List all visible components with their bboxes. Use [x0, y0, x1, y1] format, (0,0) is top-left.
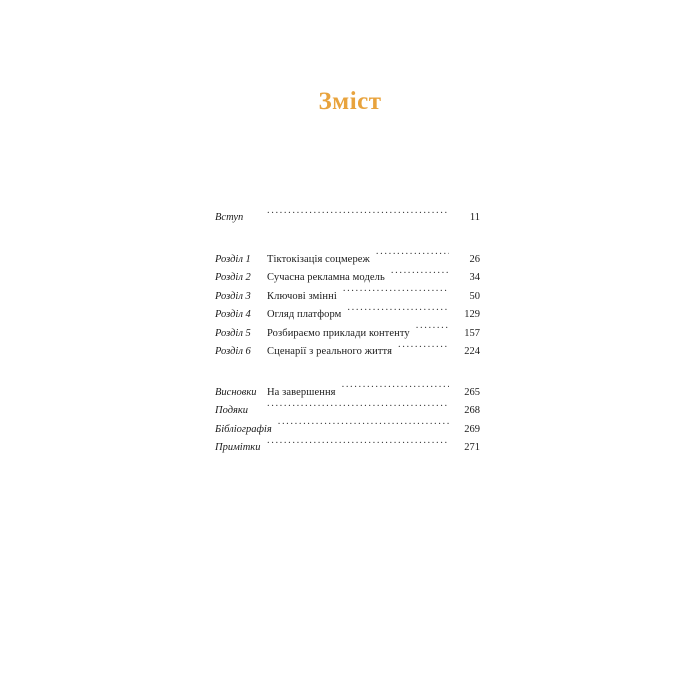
toc-entry-page: 26 — [469, 253, 480, 265]
toc-entry-page: 268 — [464, 405, 480, 416]
toc-entry-label: Висновки — [215, 386, 257, 398]
toc-entry-page: 265 — [464, 386, 480, 398]
toc-leader-dots — [398, 342, 449, 354]
toc-entry[interactable] — [215, 438, 480, 457]
toc-entry-label: Розділ 1 — [215, 253, 251, 265]
toc-entry[interactable] — [215, 250, 480, 269]
toc-leader-dots — [267, 401, 449, 413]
toc-leader-dots — [267, 438, 449, 450]
toc-group-intro — [215, 208, 480, 227]
toc-entry-page: 271 — [464, 442, 480, 453]
toc-entry-page: 34 — [469, 272, 480, 283]
toc-entry-title: Тіктокізація соцмереж — [267, 253, 370, 265]
toc-entry-title: На завершення — [267, 386, 336, 398]
toc-leader-dots — [347, 305, 449, 317]
toc-entry[interactable] — [215, 401, 480, 420]
toc-leader-dots — [342, 383, 449, 395]
page-title: Зміст — [318, 88, 382, 115]
table-of-contents — [215, 208, 480, 457]
toc-entry-page: 50 — [469, 290, 480, 302]
toc-entry[interactable] — [215, 420, 480, 439]
toc-entry-page: 224 — [464, 346, 480, 357]
toc-leader-dots — [376, 250, 449, 262]
toc-leader-dots — [278, 420, 449, 432]
toc-entry-page: 157 — [464, 327, 480, 339]
toc-entry-label: Розділ 5 — [215, 327, 251, 339]
toc-entry-page: 269 — [464, 423, 480, 435]
toc-entry-label: Розділ 4 — [215, 309, 251, 320]
toc-entry-label: Розділ 3 — [215, 290, 251, 302]
toc-leader-dots — [267, 208, 449, 220]
toc-entry-label: Розділ 6 — [215, 346, 251, 357]
toc-group-spacer — [215, 361, 480, 383]
toc-entry-label: Розділ 2 — [215, 272, 251, 283]
toc-leader-dots — [343, 287, 449, 299]
toc-entry-title: Ключові змінні — [267, 290, 337, 302]
toc-leader-dots — [391, 268, 449, 280]
toc-entry[interactable] — [215, 268, 480, 287]
toc-entry[interactable] — [215, 287, 480, 306]
toc-group-back-matter — [215, 383, 480, 457]
toc-group-spacer — [215, 227, 480, 250]
toc-entry[interactable] — [215, 383, 480, 402]
toc-entry-title: Сучасна рекламна модель — [267, 272, 385, 283]
toc-entry[interactable] — [215, 305, 480, 324]
toc-entry[interactable] — [215, 342, 480, 361]
toc-entry-title: Сценарії з реального життя — [267, 346, 392, 357]
toc-entry-title: Розбираємо приклади контенту — [267, 327, 410, 339]
toc-leader-dots — [416, 324, 449, 336]
toc-entry-label: Подяки — [215, 405, 249, 416]
toc-entry-label: Бібліографія — [215, 423, 272, 435]
toc-entry[interactable] — [215, 208, 480, 227]
toc-entry-page: 11 — [469, 212, 480, 223]
toc-group-chapters — [215, 250, 480, 361]
toc-entry-page: 129 — [464, 309, 480, 320]
toc-entry-title: Огляд платформ — [267, 309, 342, 320]
toc-entry[interactable] — [215, 324, 480, 343]
toc-entry-label: Вступ — [215, 212, 244, 223]
toc-entry-label: Примітки — [215, 442, 261, 453]
